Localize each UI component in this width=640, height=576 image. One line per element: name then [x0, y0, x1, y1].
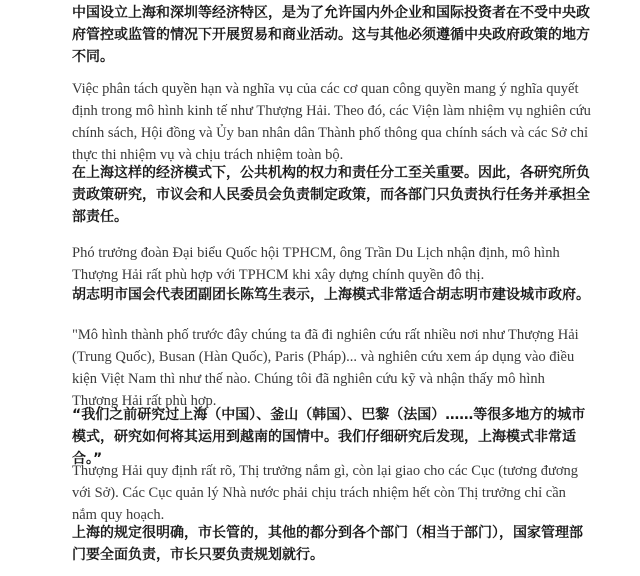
- paragraph-zh-3: 在上海这样的经济模式下，公共机构的权力和责任分工至关重要。因此，各研究所负责政策研究，市议会和人民委员会负责制定政策，而各部门只负责执行任务并承担全部责任。: [72, 165, 590, 225]
- paragraph-zh-7: “我们之前研究过上海（中国）、釜山（韩国）、巴黎（法国）……等很多地方的城市模式，研究如何将其运用到越南的国情中。我们仔细研究后发现，上海模式非常适合。”: [72, 407, 586, 467]
- paragraph-zh-9: 上海的规定很明确，市长管的，其他的都分到各个部门（相当于部门），国家管理部门要全面负责，市长只要负责规划就行。: [72, 525, 583, 563]
- paragraph-zh-1: 中国设立上海和深圳等经济特区，是为了允许国内外企业和国际投资者在不受中央政府管控或监管的情况下开展贸易和商业活动。这与其他必须遵循中央政府政策的地方不同。: [72, 5, 590, 65]
- paragraph-vi-4: Phó trưởng đoàn Đại biểu Quốc hội TPHCM, ông Trần Du Lịch nhận định, mô hình Thượng Hải rất phù hợp với TPHCM khi xây dựng chính quyền đô thị.: [72, 245, 560, 283]
- paragraph-vi-6: "Mô hình thành phố trước đây chúng ta đã đi nghiên cứu rất nhiều nơi như Thượng Hải (Trung Quốc), Busan (Hàn Quốc), Paris (Pháp)... và nghiên cứu xem áp dụng vào điều kiện Việt Nam thì như thế nào. Chúng tôi đã nghiên cứu kỹ và nhận thấy mô hình Thượng Hải rất phù hợp.: [72, 327, 579, 409]
- paragraph-zh-5: 胡志明市国会代表团副团长陈笃生表示，上海模式非常适合胡志明市建设城市政府。: [72, 287, 590, 303]
- paragraph-vi-8: Thượng Hải quy định rất rõ, Thị trưởng nắm gì, còn lại giao cho các Cục (tương đương với Sở). Các Cục quản lý Nhà nước phải chịu trách nhiệm hết còn Thị trưởng chỉ cần nắm quy hoạch.: [72, 463, 578, 523]
- paragraph-vi-2: Việc phân tách quyền hạn và nghĩa vụ của các cơ quan công quyền mang ý nghĩa quyết định trong mô hình kinh tế như Thượng Hải. Theo đó, các Viện làm nhiệm vụ nghiên cứu chính sách, Hội đồng và Ủy ban nhân dân Thành phố thông qua chính sách và các Sở chỉ thực thi nhiệm vụ và chịu trách nhiệm toàn bộ.: [72, 81, 591, 163]
